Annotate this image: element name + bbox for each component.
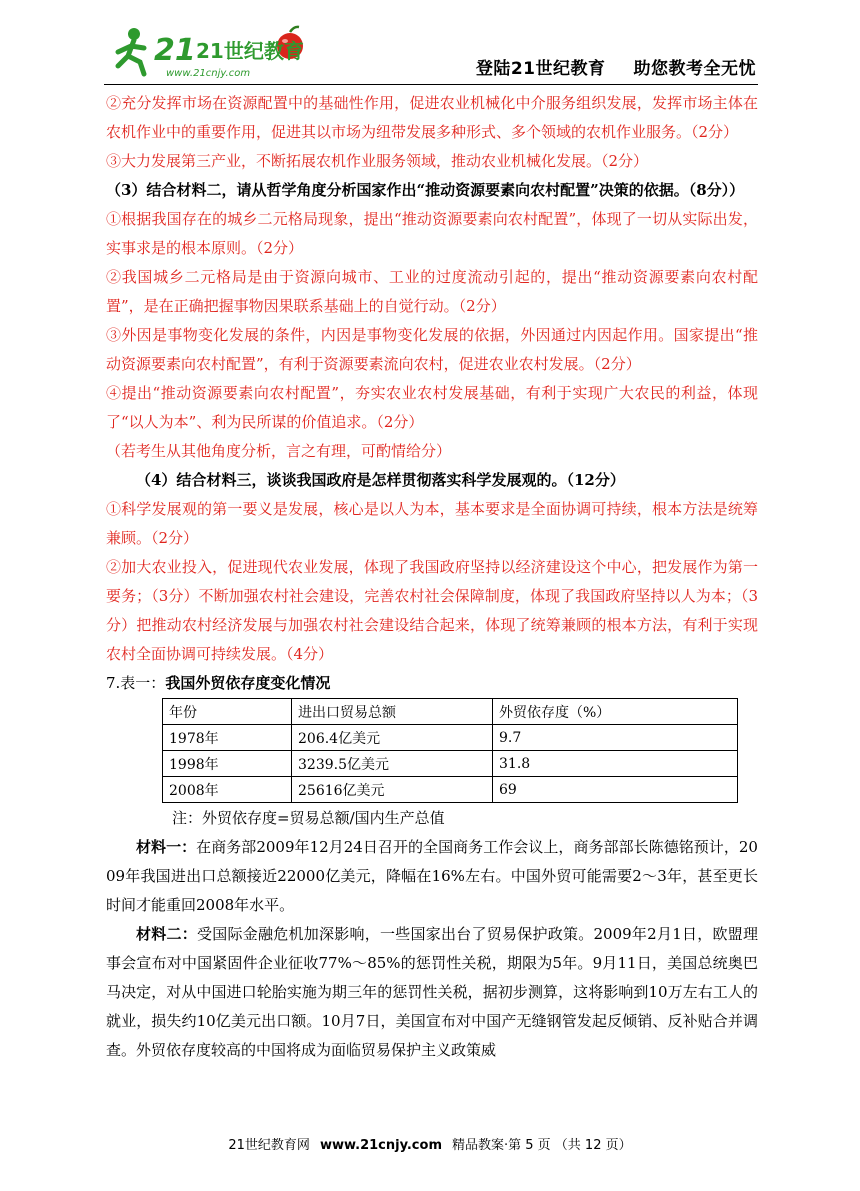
table-cell: 9.7 — [493, 725, 738, 751]
slogan-right: 助您教考全无忧 — [633, 59, 756, 79]
table-cell: 3239.5亿美元 — [292, 751, 493, 777]
answer-paragraph: ①根据我国存在的城乡二元格局现象，提出“推动资源要素向农村配置”，体现了一切从实际出发，实事求是的根本原则。（2分） — [106, 210, 758, 257]
table-row — [163, 777, 738, 803]
answer-paragraph: ①科学发展观的第一要义是发展，核心是以人为本，基本要求是全面协调可持续，根本方法是统筹兼顾。（2分） — [106, 500, 758, 547]
footer-site: 21世纪教育网 — [228, 1138, 310, 1153]
material-1 — [106, 833, 758, 920]
material-label: 材料二： — [136, 925, 197, 943]
page-header — [104, 22, 758, 86]
table-cell: 206.4亿美元 — [292, 725, 493, 751]
document-body — [106, 89, 758, 1065]
table-cell: 69 — [493, 777, 738, 803]
question-number: 7.表一： — [106, 674, 166, 692]
scoring-note: （若考生从其他角度分析，言之有理，可酌情给分） — [106, 442, 452, 460]
answer-paragraph: ②我国城乡二元格局是由于资源向城市、工业的过度流动引起的，提出“推动资源要素向农村配置”，是在正确把握事物因果联系基础上的自觉行动。（2分） — [106, 268, 758, 315]
question-3: （3）结合材料二，请从哲学角度分析国家作出“推动资源要素向农村配置”决策的依据。（8分）） — [106, 181, 745, 199]
table-cell: 1998年 — [163, 751, 292, 777]
table-title: 我国外贸依存度变化情况 — [165, 674, 331, 692]
table-header-row — [163, 699, 738, 725]
table-cell: 25616亿美元 — [292, 777, 493, 803]
trade-dependence-table — [162, 698, 738, 803]
material-2 — [106, 920, 758, 1065]
logo-wordmark: 21世纪教育 — [196, 39, 304, 63]
runner-icon — [118, 28, 144, 74]
table-caption — [106, 669, 758, 698]
answer-paragraph: ②充分发挥市场在资源配置中的基础性作用，促进农业机械化中介服务组织发展，发挥市场主体在农机作业中的重要作用，促进其以市场为纽带发展多种形式、多个领域的农机作业服务。（2分） — [106, 94, 758, 141]
answer-paragraph: ③大力发展第三产业，不断拓展农机作业服务领域，推动农业机械化发展。（2分） — [106, 152, 649, 170]
table-row — [163, 725, 738, 751]
material-text: 受国际金融危机加深影响，一些国家出台了贸易保护政策。2009年2月1日，欧盟理事会宣布对中国紧固件企业征收77%～85%的惩罚性关税，期限为5年。9月11日，美国总统奥巴马决定，对从中国进口轮胎实施为期三年的惩罚性关税，据初步测算，这将影响到10万左右工人的就业，损失约10亿美元出口额。10月7日，美国宣布对中国产无缝钢管发起反倾销、反补贴合并调查。外贸依存度较高的中国将成为面临贸易保护主义政策威 — [106, 925, 758, 1059]
site-logo[interactable] — [104, 22, 314, 82]
table-header-cell: 进出口贸易总额 — [292, 699, 493, 725]
table-cell: 1978年 — [163, 725, 292, 751]
table-header-cell: 年份 — [163, 699, 292, 725]
logo-url: www.21cnjy.com — [166, 68, 251, 79]
answer-paragraph: ④提出“推动资源要素向农村配置”，夯实农业农村发展基础，有利于实现广大农民的利益，体现了“以人为本”、利为民所谋的价值追求。（2分） — [106, 384, 758, 431]
table-cell: 2008年 — [163, 777, 292, 803]
question-4: （4）结合材料三，谈谈我国政府是怎样贯彻落实科学发展观的。（12分） — [136, 471, 625, 489]
header-divider — [104, 84, 758, 85]
material-label: 材料一： — [136, 838, 197, 856]
answer-paragraph: ②加大农业投入，促进现代农业发展，体现了我国政府坚持以经济建设这个中心，把发展作为第一要务；（3分）不断加强农村社会建设，完善农村社会保障制度，体现了我国政府坚持以人为本；（3分）把推动农村经济发展与加强农村社会建设结合起来，体现了统筹兼顾的根本方法，有利于实现农村全面协调可持续发展。（4分） — [106, 558, 758, 663]
logo-number: 21 — [154, 33, 196, 68]
footer-page-info: 精品教案·第 5 页 （共 12 页） — [451, 1138, 632, 1153]
header-slogan — [476, 54, 756, 79]
table-row — [163, 751, 738, 777]
material-text: 在商务部2009年12月24日召开的全国商务工作会议上，商务部部长陈德铭预计，2009年我国进出口总额接近22000亿美元，降幅在16%左右。中国外贸可能需要2～3年，甚至更长时间才能重回2008年水平。 — [106, 838, 758, 914]
table-header-cell: 外贸依存度（%） — [493, 699, 738, 725]
page-footer — [0, 1134, 860, 1153]
answer-paragraph: ③外因是事物变化发展的条件，内因是事物变化发展的依据，外因通过内因起作用。国家提出“推动资源要素向农村配置”，有利于资源要素流向农村，促进农业农村发展。（2分） — [106, 326, 758, 373]
slogan-left: 登陆21世纪教育 — [475, 59, 606, 79]
table-cell: 31.8 — [493, 751, 738, 777]
footer-url[interactable]: www.21cnjy.com — [319, 1138, 442, 1153]
table-note: 注：外贸依存度=贸易总额/国内生产总值 — [172, 809, 445, 827]
